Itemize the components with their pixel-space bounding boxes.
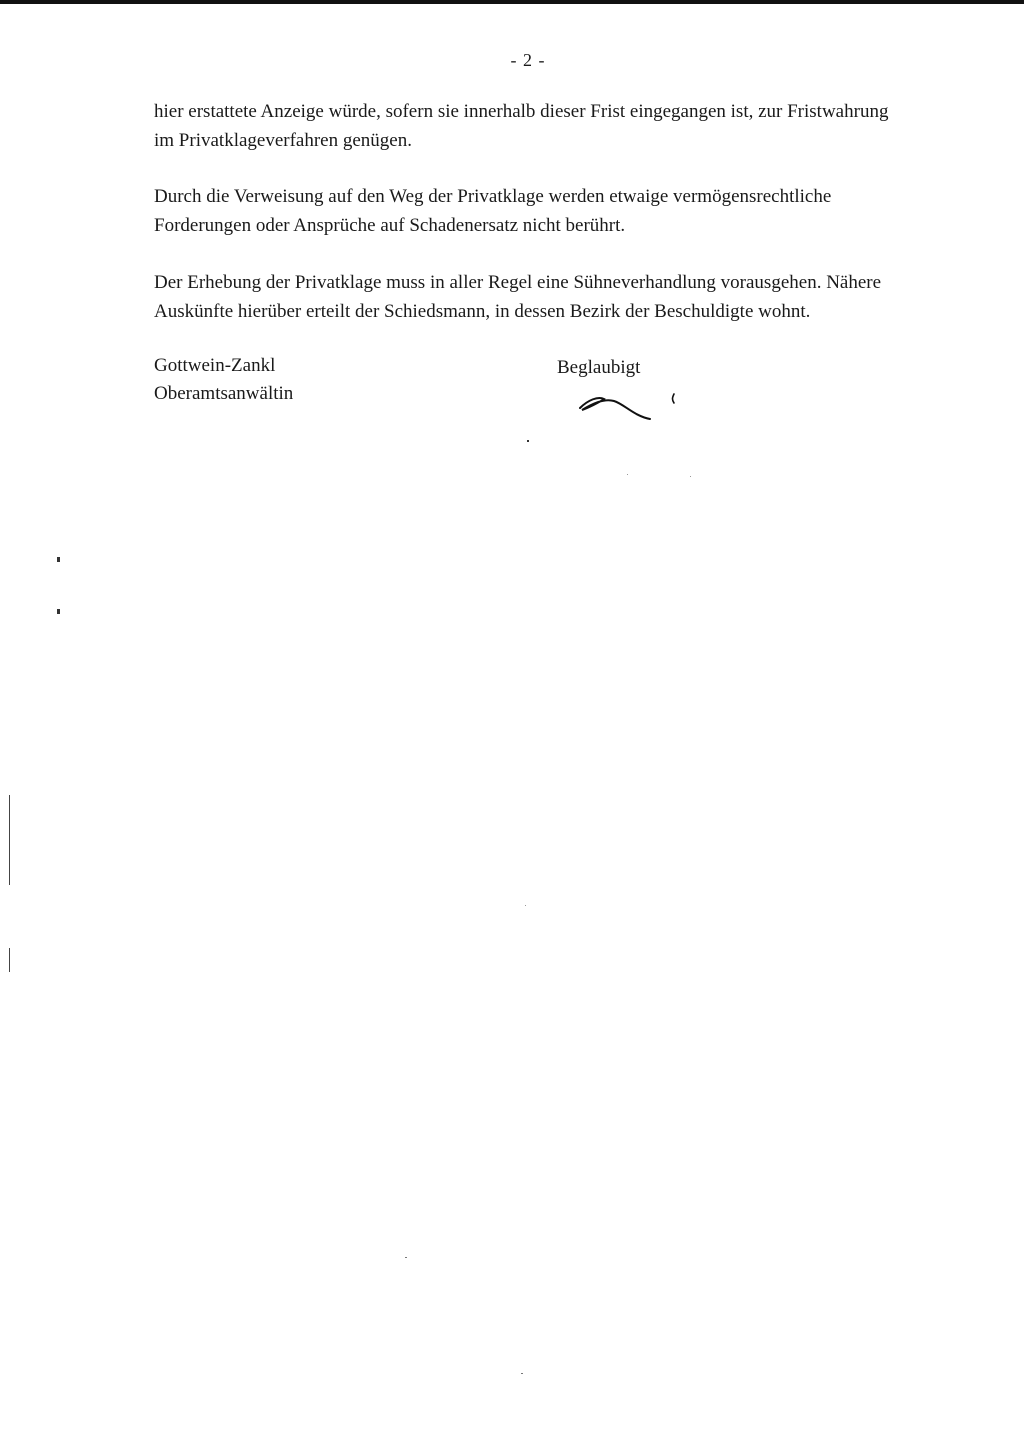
paragraph-line: im Privatklageverfahren genügen. <box>154 130 412 151</box>
page-number: - 2 - <box>510 50 546 70</box>
paragraph-line: hier erstattete Anzeige würde, sofern sie innerhalb dieser Frist eingegangen ist, zur Fristwahrung <box>154 101 889 122</box>
signatory-title: Oberamtsanwältin <box>154 383 294 404</box>
scan-speck <box>690 476 691 477</box>
signatory-name: Gottwein-Zankl <box>154 355 276 376</box>
scan-speck <box>527 440 529 442</box>
paragraph-claims <box>154 182 964 240</box>
scan-edge-line <box>9 948 10 972</box>
paragraph-line: Forderungen oder Ansprüche auf Schadenersatz nicht berührt. <box>154 215 626 236</box>
paragraph-mediation <box>154 268 964 326</box>
paragraph-line: Der Erhebung der Privatklage muss in aller Regel eine Sühneverhandlung vorausgehen. Nähere <box>154 272 882 293</box>
certification-label: Beglaubigt <box>557 357 641 378</box>
scan-top-edge <box>0 0 1024 4</box>
paragraph-line: Auskünfte hierüber erteilt der Schiedsmann, in dessen Bezirk der Beschuldigte wohnt. <box>154 301 811 322</box>
scan-speck <box>627 474 628 475</box>
handwritten-signature <box>574 388 684 428</box>
scan-speck <box>57 609 60 614</box>
paragraph-line: Durch die Verweisung auf den Weg der Privatklage werden etwaige vermögensrechtliche <box>154 186 832 207</box>
paragraph-deadline <box>154 97 964 155</box>
scan-speck <box>405 1257 407 1258</box>
signatory-block <box>154 352 293 408</box>
scan-edge-line <box>9 795 10 885</box>
scan-speck <box>525 905 526 906</box>
scan-speck <box>57 557 60 562</box>
scan-speck <box>521 1373 523 1374</box>
